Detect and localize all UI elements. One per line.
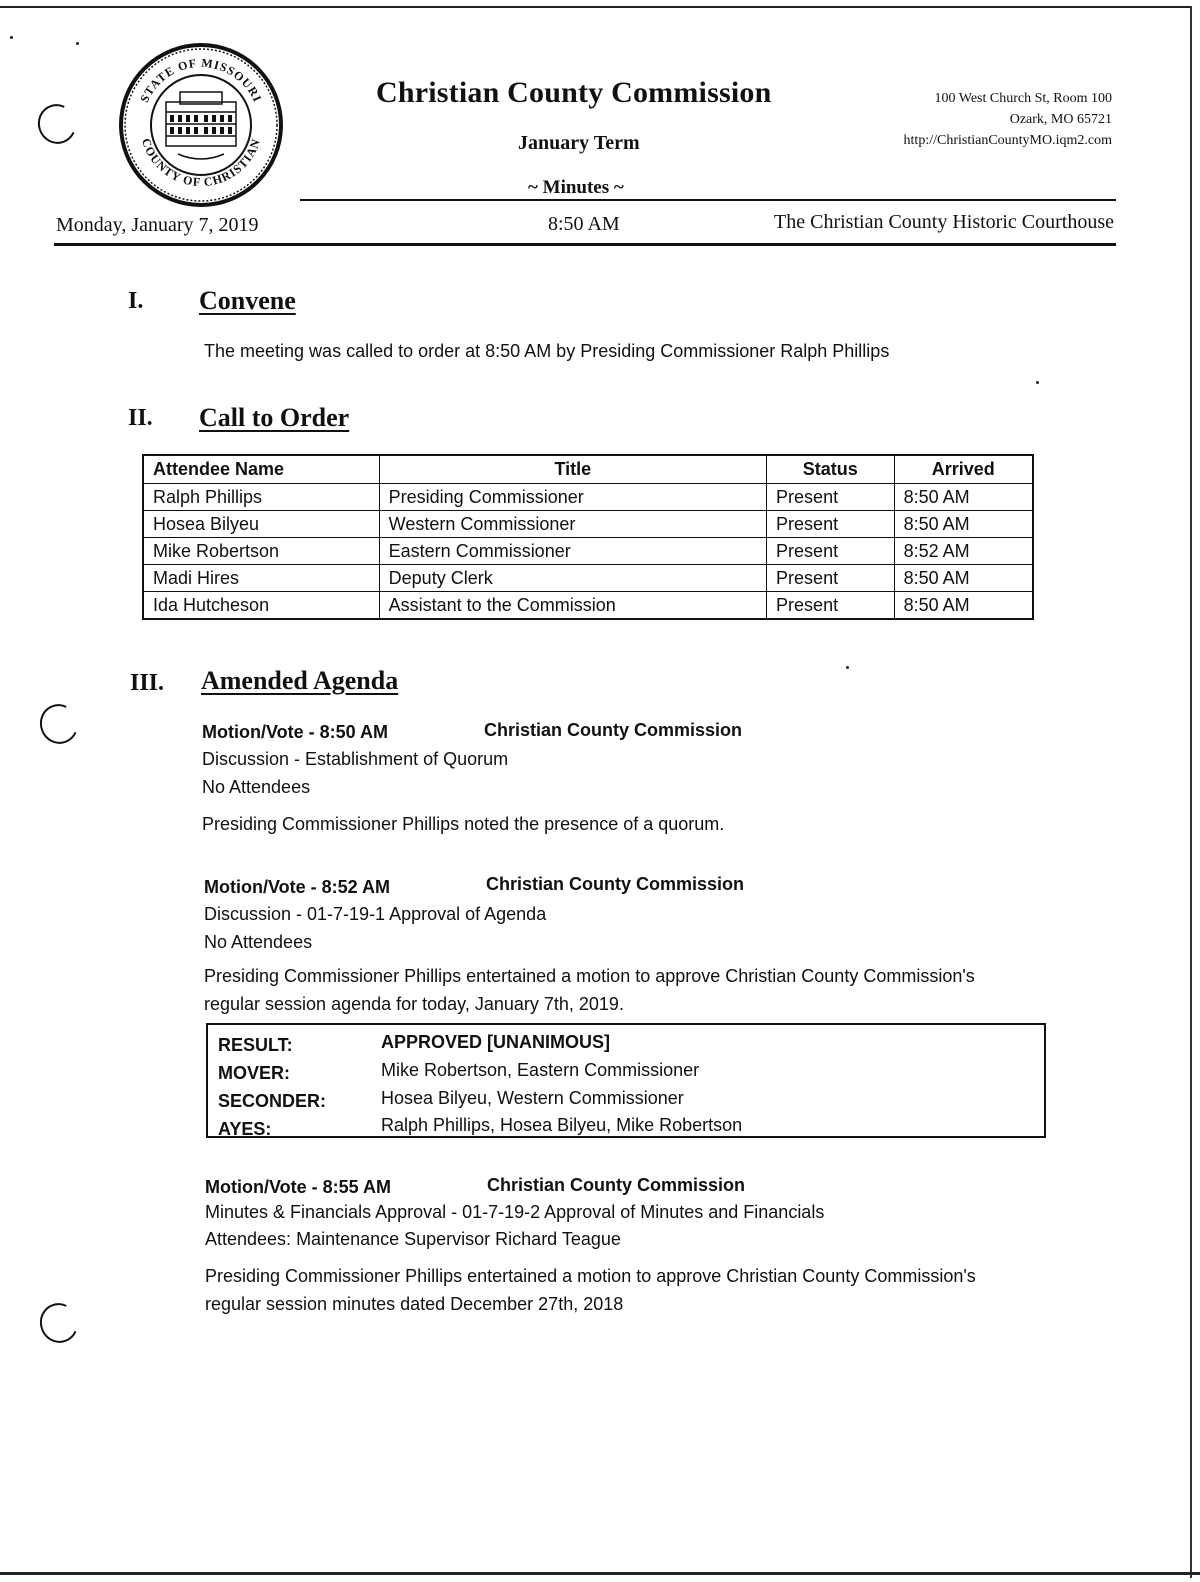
website-link[interactable]: http://ChristianCountyMO.iqm2.com: [903, 133, 1112, 148]
result-label: RESULT:: [218, 1035, 293, 1055]
seconder-label: SECONDER:: [218, 1091, 327, 1111]
attendee-arrived: 8:50 AM: [894, 484, 1033, 511]
table-row: [143, 484, 1033, 511]
scan-speck: [76, 42, 79, 45]
organization-title: Christian County Commission: [376, 76, 772, 109]
scan-speck: [1036, 381, 1039, 384]
attendee-name: Ida Hutcheson: [143, 592, 379, 620]
attendee-title: Deputy Clerk: [379, 565, 766, 592]
motion-discussion: Discussion - Establishment of Quorum: [202, 749, 509, 769]
address-line-2: Ozark, MO 65721: [1009, 112, 1112, 127]
page-top-edge: [0, 6, 1192, 8]
punch-hole: [34, 1298, 83, 1349]
header-divider: [300, 199, 1116, 201]
meeting-date: Monday, January 7, 2019: [56, 214, 259, 236]
motion-discussion: Minutes & Financials Approval - 01-7-19-2 Approval of Minutes and Financials: [205, 1202, 825, 1222]
motion-body: Christian County Commission: [484, 720, 743, 740]
column-header: Attendee Name: [143, 455, 379, 484]
motion-label: Motion/Vote - 8:52 AM: [204, 877, 390, 897]
section-title-convene: Convene: [199, 286, 296, 315]
page-bottom-edge: [0, 1572, 1200, 1575]
ayes-label: AYES:: [218, 1119, 272, 1139]
attendee-status: Present: [767, 511, 895, 538]
page-right-edge: [1190, 6, 1192, 1578]
section-number: III.: [130, 670, 165, 696]
motion-body: Christian County Commission: [486, 874, 745, 894]
table-row: [143, 538, 1033, 565]
section-title-call-to-order: Call to Order: [199, 403, 350, 432]
address-line-1: 100 West Church St, Room 100: [934, 91, 1112, 106]
attendee-status: Present: [767, 565, 895, 592]
seconder-value: Hosea Bilyeu, Western Commissioner: [381, 1088, 684, 1108]
attendee-status: Present: [767, 538, 895, 565]
attendee-title: Eastern Commissioner: [379, 538, 766, 565]
attendee-name: Madi Hires: [143, 565, 379, 592]
mover-label: MOVER:: [218, 1063, 290, 1083]
motion-label: Motion/Vote - 8:50 AM: [202, 722, 388, 742]
attendee-name: Mike Robertson: [143, 538, 379, 565]
attendee-status: Present: [767, 592, 895, 620]
motion-discussion: Discussion - 01-7-19-1 Approval of Agenda: [204, 904, 547, 924]
attendee-arrived: 8:50 AM: [894, 592, 1033, 620]
motion-attendees: Attendees: Maintenance Supervisor Richard Teague: [205, 1229, 621, 1249]
svg-text:COUNTY OF CHRISTIAN: [139, 137, 263, 190]
scan-speck: [846, 666, 849, 669]
attendee-title: Assistant to the Commission: [379, 592, 766, 620]
section-title-amended-agenda: Amended Agenda: [201, 666, 399, 695]
attendee-arrived: 8:52 AM: [894, 538, 1033, 565]
attendee-title: Western Commissioner: [379, 511, 766, 538]
county-seal: [118, 42, 284, 208]
column-header: Status: [767, 455, 895, 484]
document-type: ~ Minutes ~: [528, 177, 624, 198]
term-label: January Term: [518, 132, 640, 154]
punch-hole: [34, 699, 83, 750]
motion-note: regular session agenda for today, January 7th, 2019.: [204, 994, 624, 1014]
header-bottom-rule: [54, 243, 1116, 246]
convene-text: The meeting was called to order at 8:50 AM by Presiding Commissioner Ralph Phillips: [204, 341, 890, 361]
section-number: II.: [128, 405, 153, 431]
table-header-row: [143, 455, 1033, 484]
punch-hole: [32, 99, 81, 150]
attendee-title: Presiding Commissioner: [379, 484, 766, 511]
table-row: [143, 511, 1033, 538]
column-header: Title: [379, 455, 766, 484]
table-row: [143, 592, 1033, 620]
attendee-arrived: 8:50 AM: [894, 511, 1033, 538]
result-value: APPROVED [UNANIMOUS]: [381, 1032, 611, 1052]
column-header: Arrived: [894, 455, 1033, 484]
motion-body: Christian County Commission: [487, 1175, 746, 1195]
mover-value: Mike Robertson, Eastern Commissioner: [381, 1060, 700, 1080]
meeting-location: The Christian County Historic Courthouse: [774, 211, 1114, 233]
attendee-table: [142, 454, 1034, 620]
motion-note: Presiding Commissioner Phillips entertained a motion to approve Christian County Commission's: [205, 1266, 976, 1286]
section-number: I.: [128, 288, 144, 314]
motion-note: regular session minutes dated December 27th, 2018: [205, 1294, 624, 1314]
attendee-name: Ralph Phillips: [143, 484, 379, 511]
meeting-time: 8:50 AM: [548, 213, 620, 235]
attendee-arrived: 8:50 AM: [894, 565, 1033, 592]
attendee-name: Hosea Bilyeu: [143, 511, 379, 538]
seal-text-bottom: COUNTY OF CHRISTIAN: [138, 136, 264, 190]
motion-note: Presiding Commissioner Phillips noted the presence of a quorum.: [202, 814, 725, 834]
motion-label: Motion/Vote - 8:55 AM: [205, 1177, 391, 1197]
ayes-value: Ralph Phillips, Hosea Bilyeu, Mike Robertson: [381, 1115, 743, 1135]
table-row: [143, 565, 1033, 592]
seal-text-top: STATE OF MISSOURI: [137, 55, 265, 105]
attendee-status: Present: [767, 484, 895, 511]
address-block: [862, 88, 1112, 151]
scan-speck: [10, 36, 13, 39]
motion-attendees: No Attendees: [202, 777, 311, 797]
motion-attendees: No Attendees: [204, 932, 313, 952]
motion-note: Presiding Commissioner Phillips entertained a motion to approve Christian County Commission's: [204, 966, 975, 986]
